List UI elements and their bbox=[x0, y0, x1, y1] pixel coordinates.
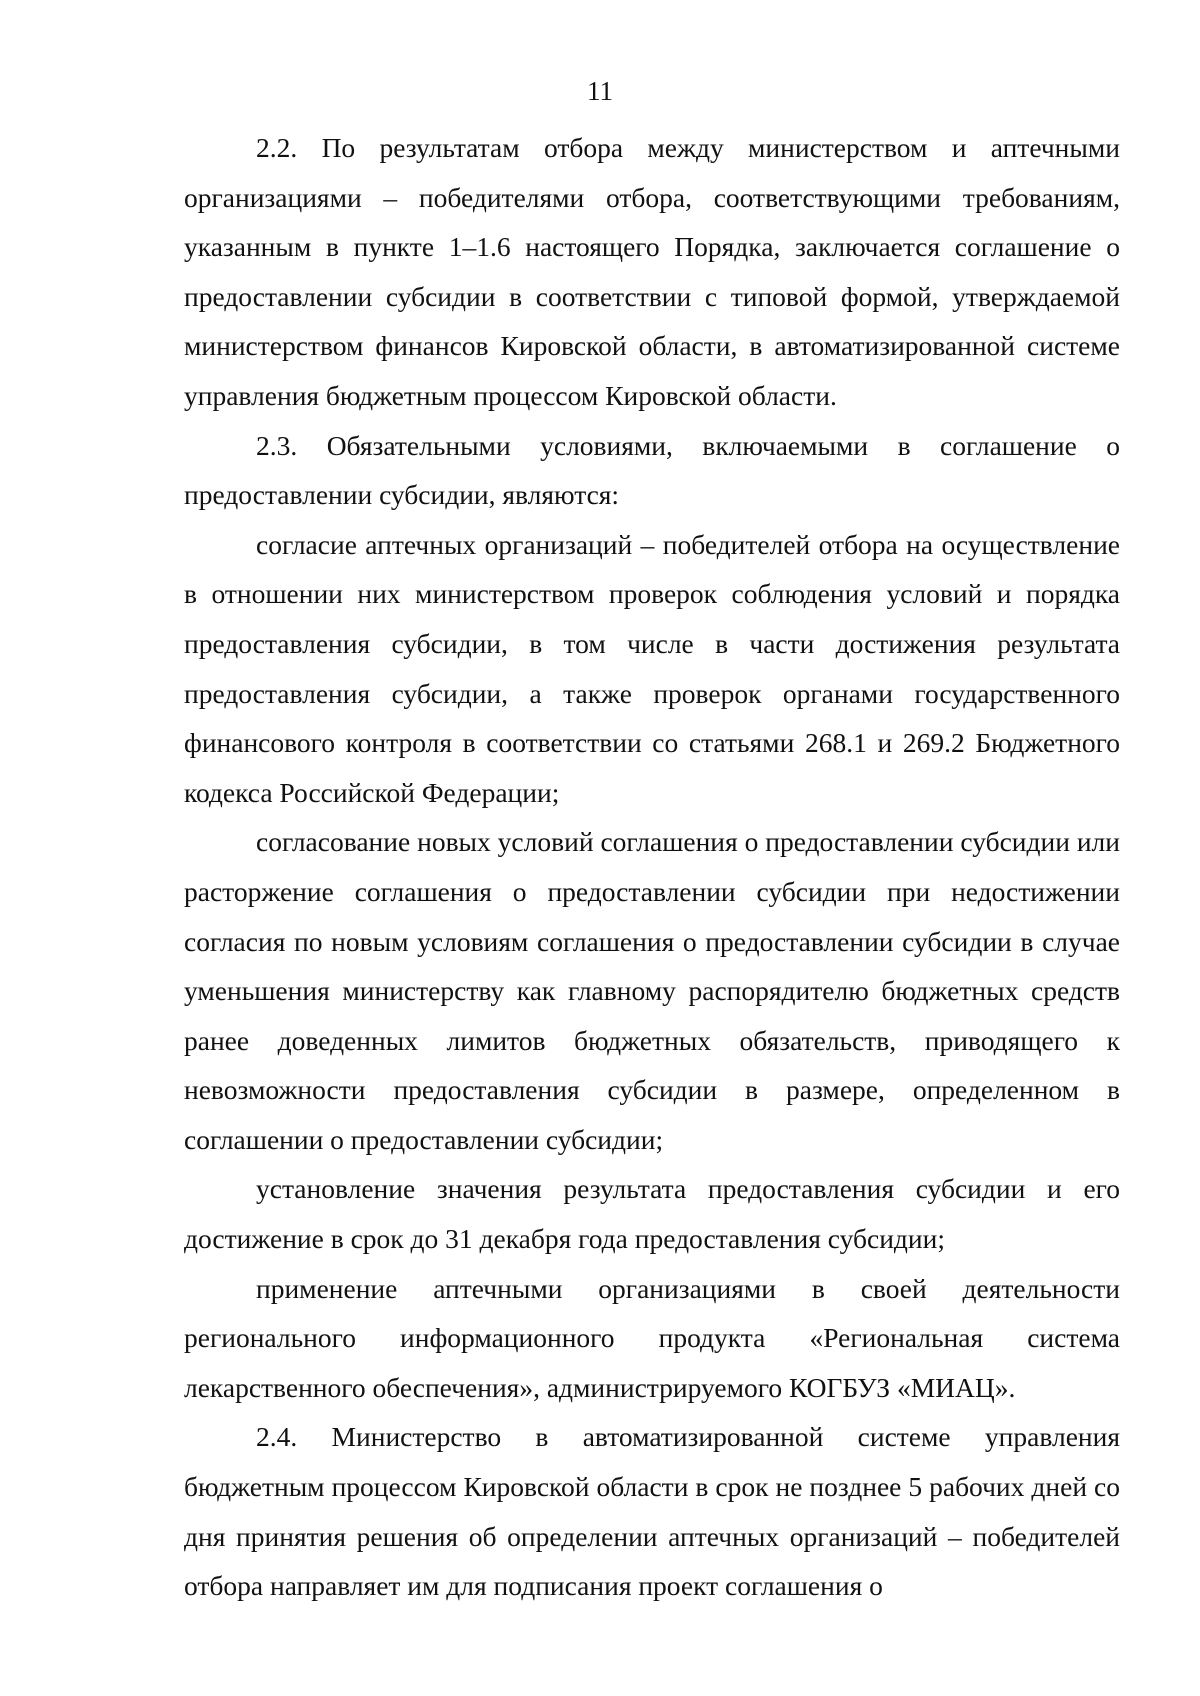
page-number: 11 bbox=[587, 76, 613, 106]
condition-new-terms: согласование новых условий соглашения о предоставлении субсидии или расторжение соглашения о предоставлении субсидии при недостижении согласия по новым условиям соглашения о предоставлении субсидии в случае уменьшения министерству как главному распорядителю бюджетных средств ранее доведенных лимитов бюджетных обязательств, приводящего к невозможности предоставления субсидии в размере, определенном в соглашении о предоставлении субсидии; bbox=[184, 826, 1120, 1155]
paragraph-2-2: 2.2. По результатам отбора между министерством и аптечными организациями – победителями отбора, соответствующими требованиям, указанным в пункте 1–1.6 настоящего Порядка, заключается соглашение о предоставлении субсидии в соответствии с типовой формой, утверждаемой министерством финансов Кировской области, в автоматизированной системе управления бюджетным процессом Кировской области. bbox=[184, 132, 1120, 411]
paragraph-2-3: 2.3. Обязательными условиями, включаемыми в соглашение о предоставлении субсидии, являются: bbox=[184, 429, 1120, 511]
condition-result-value: установление значения результата предоставления субсидии и его достижение в срок до 31 декабря года предоставления субсидии; bbox=[184, 1173, 1120, 1255]
document-body bbox=[184, 123, 1120, 1611]
condition-consent: согласие аптечных организаций – победителей отбора на осуществление в отношении них министерством проверок соблюдения условий и порядка предоставления субсидии, в том числе в части достижения результата предоставления субсидии, а также проверок органами государственного финансового контроля в соответствии со статьями 268.1 и 269.2 Бюджетного кодекса Российской Федерации; bbox=[184, 528, 1120, 808]
condition-info-product: применение аптечными организациями в своей деятельности регионального информационного продукта «Региональная система лекарственного обеспечения», администрируемого КОГБУЗ «МИАЦ». bbox=[184, 1272, 1120, 1403]
paragraph-2-4: 2.4. Министерство в автоматизированной системе управления бюджетным процессом Кировской области в срок не позднее 5 рабочих дней со дня принятия решения об определении аптечных организаций – победителей отбора направляет им для подписания проект соглашения о bbox=[184, 1421, 1120, 1602]
